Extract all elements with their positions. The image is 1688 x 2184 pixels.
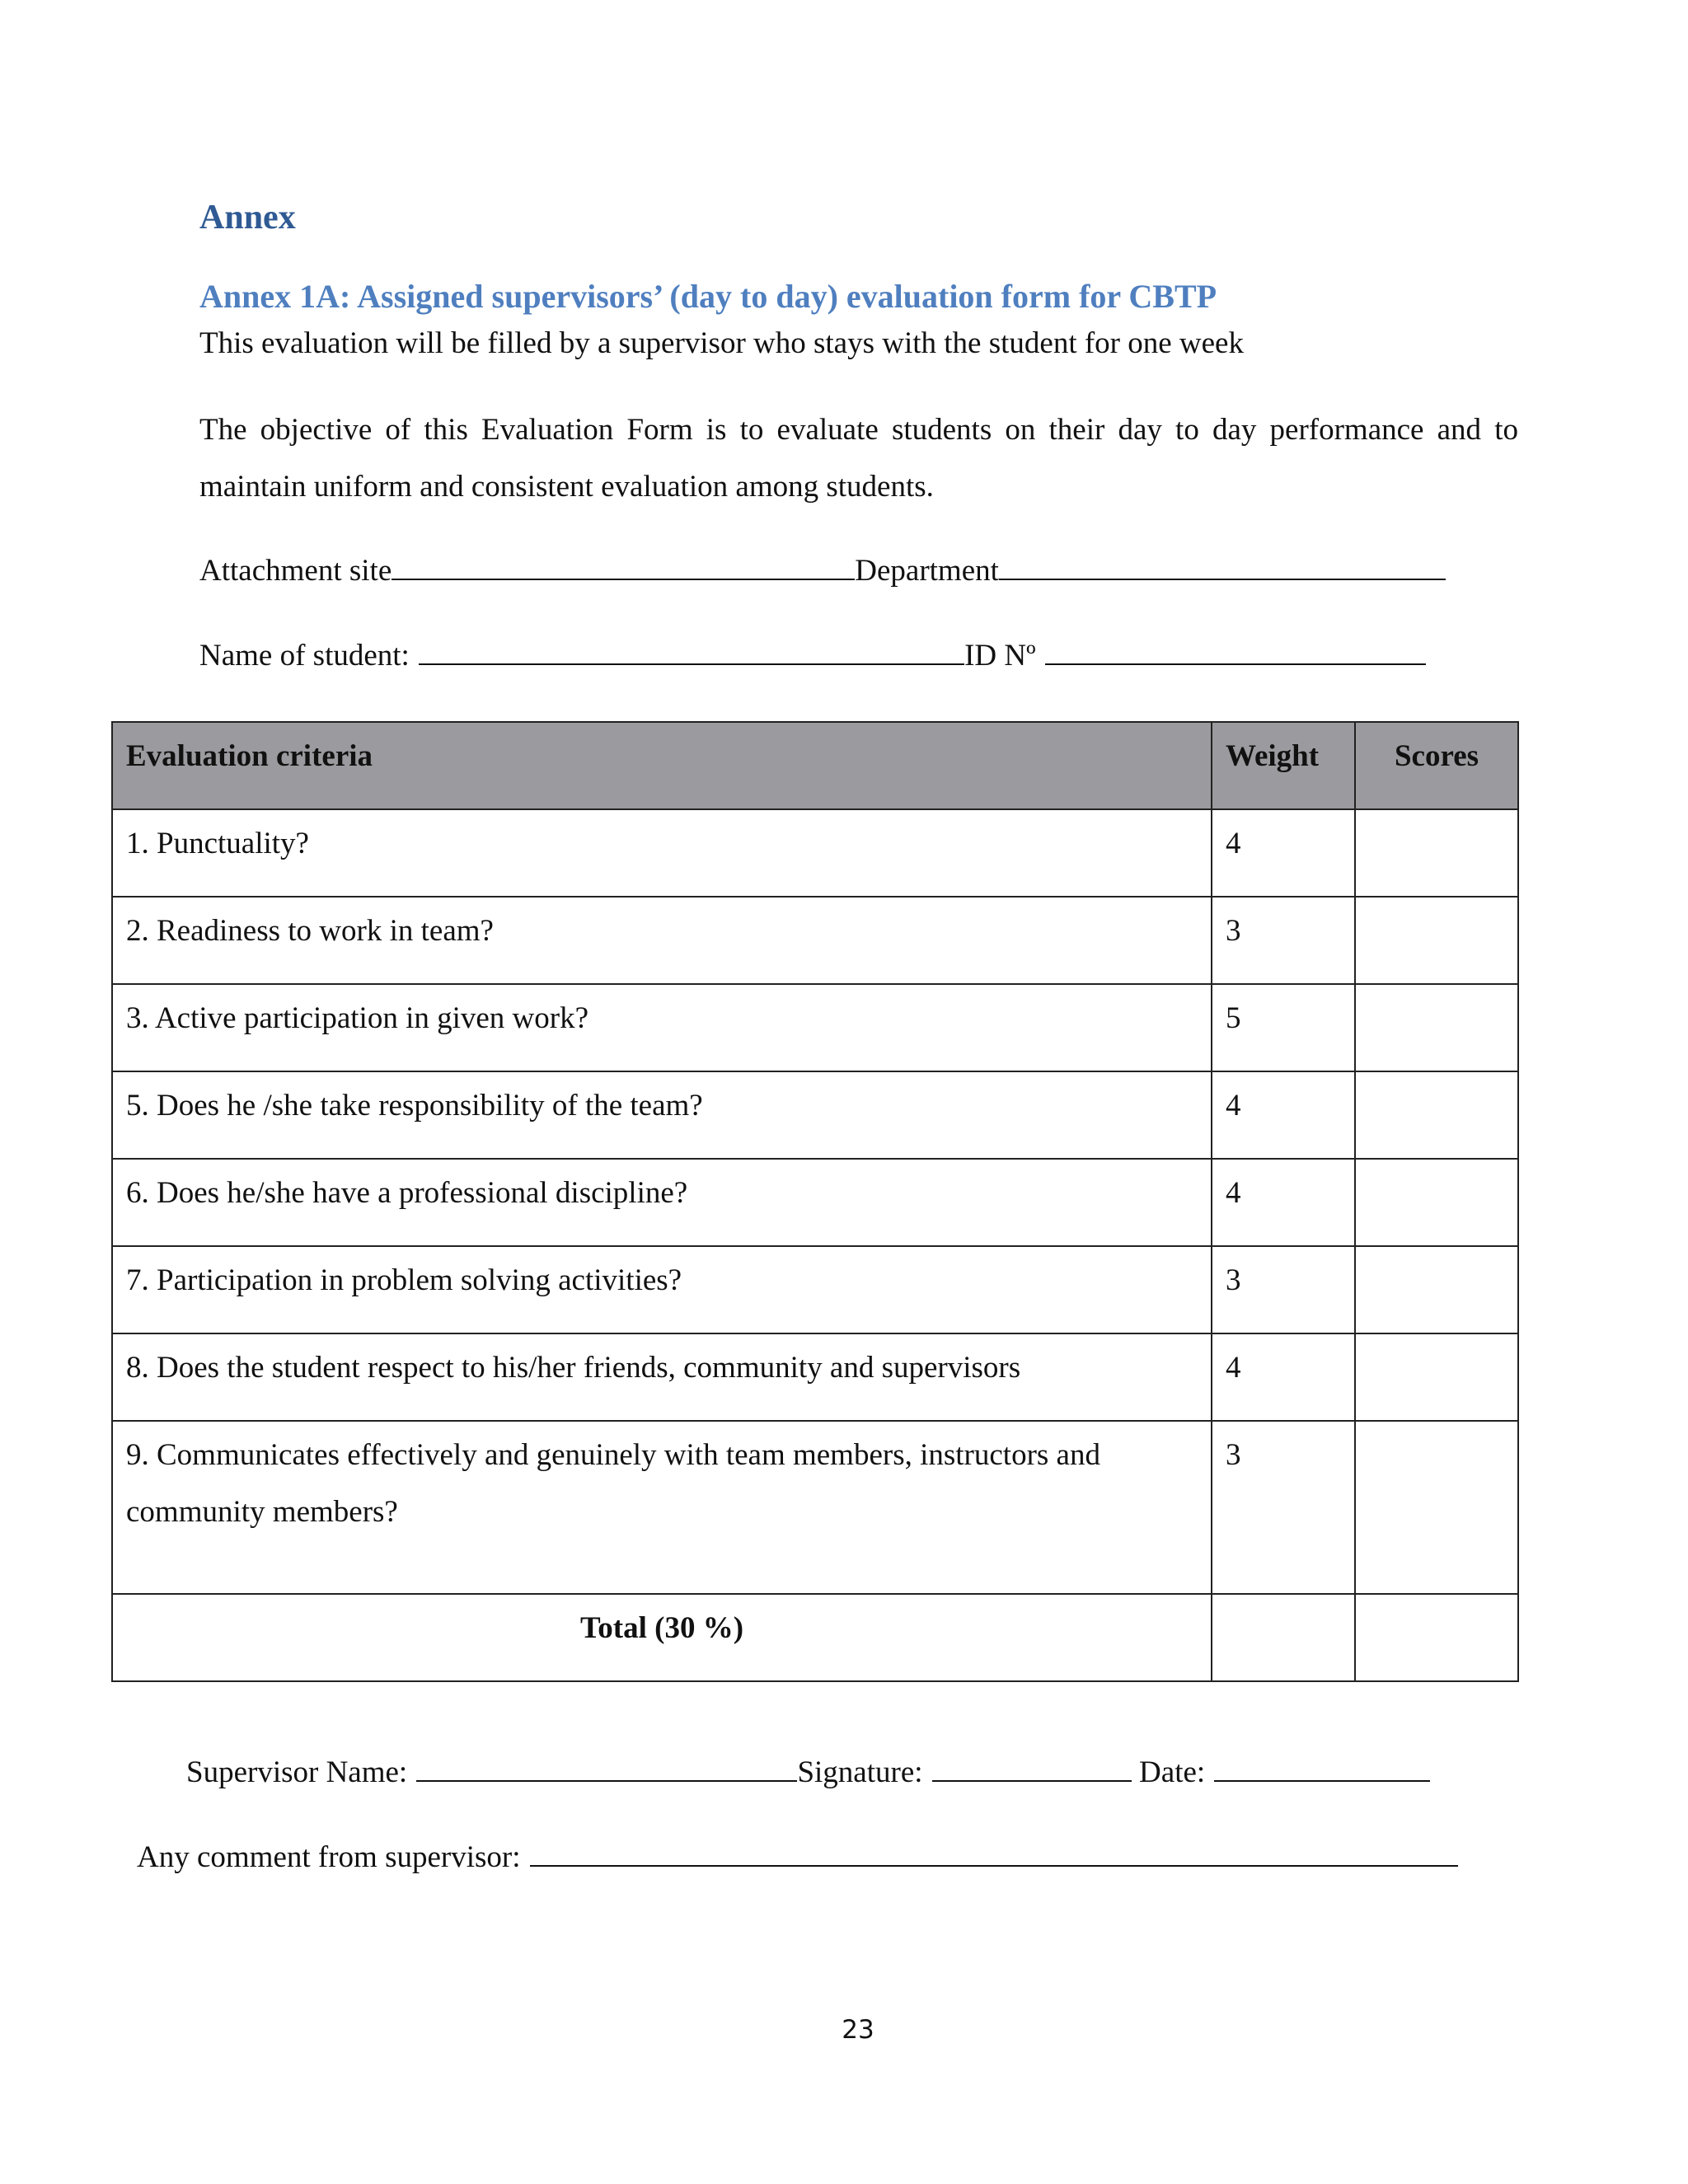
supervisor-name-label: Supervisor Name: [186, 1755, 408, 1789]
intro-text: This evaluation will be filled by a supervisor who stays with the student for one week [199, 326, 1244, 360]
attachment-site-field[interactable] [392, 549, 855, 580]
id-number-label: ID Nº [964, 639, 1036, 673]
score-cell[interactable] [1355, 809, 1518, 897]
criterion-cell: 6. Does he/she have a professional discipline? [112, 1159, 1212, 1246]
score-cell[interactable] [1355, 1333, 1518, 1421]
score-cell[interactable] [1355, 1421, 1518, 1594]
score-cell[interactable] [1355, 984, 1518, 1071]
department-label: Department [855, 554, 999, 588]
weight-cell: 4 [1212, 1333, 1355, 1421]
id-number-field[interactable] [1045, 634, 1426, 665]
total-score-cell[interactable] [1355, 1594, 1518, 1681]
criterion-cell: 2. Readiness to work in team? [112, 897, 1212, 984]
weight-cell: 5 [1212, 984, 1355, 1071]
page-number: 23 [842, 2015, 874, 2045]
supervisor-name-field[interactable] [416, 1750, 797, 1782]
criterion-cell: 7. Participation in problem solving activities? [112, 1246, 1212, 1333]
score-cell[interactable] [1355, 1071, 1518, 1159]
table-row [112, 1071, 1518, 1159]
total-row [112, 1594, 1518, 1681]
student-name-field[interactable] [419, 634, 964, 665]
attachment-site-label: Attachment site [199, 554, 392, 588]
score-cell[interactable] [1355, 1246, 1518, 1333]
department-field[interactable] [999, 549, 1446, 580]
table-row [112, 1333, 1518, 1421]
date-field[interactable] [1214, 1750, 1430, 1782]
annex-1a-title: Annex 1A: Assigned supervisors’ (day to day) evaluation form for CBTP [199, 278, 1217, 315]
score-cell[interactable] [1355, 897, 1518, 984]
weight-header: Weight [1212, 722, 1355, 809]
weight-cell: 3 [1212, 897, 1355, 984]
date-label: Date: [1139, 1755, 1206, 1789]
weight-cell: 4 [1212, 1071, 1355, 1159]
criteria-header: Evaluation criteria [112, 722, 1212, 809]
criterion-cell: 8. Does the student respect to his/her friends, community and supervisors [112, 1333, 1212, 1421]
scores-header: Scores [1355, 722, 1518, 809]
table-row [112, 809, 1518, 897]
objective-paragraph: The objective of this Evaluation Form is to evaluate students on their day to day performance and to maintain uniform and consistent evaluation among students. [199, 413, 1518, 504]
evaluation-table [111, 721, 1519, 1682]
weight-cell: 4 [1212, 1159, 1355, 1246]
comment-line [137, 1829, 1458, 1886]
signature-label: Signature: [797, 1755, 923, 1789]
total-label: Total (30 %) [112, 1594, 1212, 1681]
table-row [112, 897, 1518, 984]
table-row [112, 1246, 1518, 1333]
criterion-cell: 5. Does he /she take responsibility of the team? [112, 1071, 1212, 1159]
criterion-cell: 3. Active participation in given work? [112, 984, 1212, 1071]
total-weight-cell[interactable] [1212, 1594, 1355, 1681]
comment-label: Any comment from supervisor: [137, 1840, 521, 1874]
weight-cell: 3 [1212, 1246, 1355, 1333]
comment-field[interactable] [530, 1835, 1458, 1867]
weight-cell: 3 [1212, 1421, 1355, 1594]
annex-heading: Annex [199, 199, 296, 237]
table-header-row [112, 722, 1518, 809]
attachment-department-line [199, 542, 1446, 600]
score-cell[interactable] [1355, 1159, 1518, 1246]
weight-cell: 4 [1212, 809, 1355, 897]
table-row [112, 984, 1518, 1071]
student-id-line [199, 627, 1426, 685]
criterion-cell: 1. Punctuality? [112, 809, 1212, 897]
criterion-cell: 9. Communicates effectively and genuinely with team members, instructors and community members? [112, 1421, 1212, 1594]
signature-field[interactable] [932, 1750, 1132, 1782]
table-row [112, 1421, 1518, 1594]
table-row [112, 1159, 1518, 1246]
student-name-label: Name of student: [199, 639, 410, 673]
supervisor-signoff-line [186, 1744, 1430, 1802]
